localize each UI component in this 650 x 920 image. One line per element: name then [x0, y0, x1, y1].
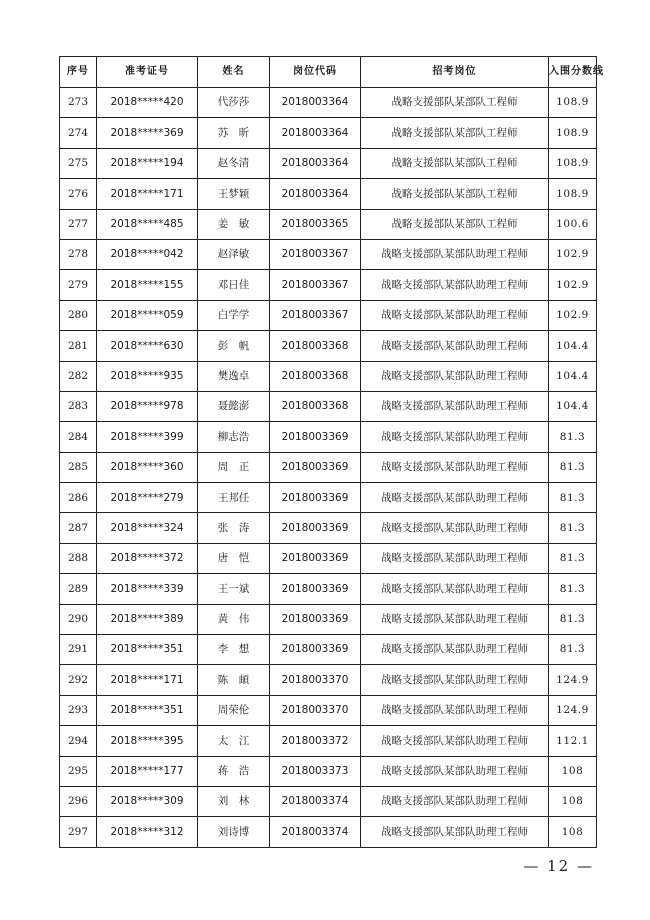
- cell-cutoff-score: 81.3: [549, 422, 597, 452]
- cell-position-code: 2018003369: [270, 574, 361, 604]
- cell-position-code: 2018003368: [270, 361, 361, 391]
- cell-position: 战略支援部队某部队工程师: [361, 179, 549, 209]
- header-position-code: 岗位代码: [270, 57, 361, 88]
- cell-name: 蒋 浩: [198, 756, 270, 786]
- cell-position: 战略支援部队某部队助理工程师: [361, 513, 549, 543]
- cell-exam-id: 2018*****171: [97, 665, 198, 695]
- cell-position: 战略支援部队某部队助理工程师: [361, 665, 549, 695]
- page-number: — 12 —: [523, 857, 594, 875]
- cell-name: 黄 伟: [198, 604, 270, 634]
- cell-position: 战略支援部队某部队助理工程师: [361, 726, 549, 756]
- cell-name: 彭 帆: [198, 331, 270, 361]
- cell-cutoff-score: 81.3: [549, 452, 597, 482]
- cell-serial-no: 292: [60, 665, 97, 695]
- candidate-table: [59, 56, 604, 848]
- cell-cutoff-score: 108.9: [549, 118, 597, 148]
- table-row: [60, 543, 597, 573]
- cell-name: 王梦颖: [198, 179, 270, 209]
- header-position: 招考岗位: [361, 57, 549, 88]
- cell-cutoff-score: 108: [549, 817, 597, 847]
- table-row: [60, 756, 597, 786]
- cell-name: 王邦任: [198, 483, 270, 513]
- cell-cutoff-score: 81.3: [549, 574, 597, 604]
- table-row: [60, 391, 597, 421]
- table-body: [60, 88, 597, 848]
- cell-cutoff-score: 108: [549, 786, 597, 816]
- cell-exam-id: 2018*****399: [97, 422, 198, 452]
- table-row: [60, 118, 597, 148]
- cell-name: 陈 頔: [198, 665, 270, 695]
- cell-exam-id: 2018*****194: [97, 148, 198, 178]
- cell-exam-id: 2018*****171: [97, 179, 198, 209]
- cell-position-code: 2018003367: [270, 270, 361, 300]
- cell-name: 唐 恺: [198, 543, 270, 573]
- cell-serial-no: 278: [60, 239, 97, 269]
- cell-position-code: 2018003370: [270, 665, 361, 695]
- cell-name: 周 正: [198, 452, 270, 482]
- cell-position: 战略支援部队某部队助理工程师: [361, 483, 549, 513]
- cell-cutoff-score: 108.9: [549, 148, 597, 178]
- cell-position: 战略支援部队某部队助理工程师: [361, 422, 549, 452]
- cell-position: 战略支援部队某部队助理工程师: [361, 543, 549, 573]
- cell-serial-no: 289: [60, 574, 97, 604]
- cell-name: 赵冬清: [198, 148, 270, 178]
- cell-cutoff-score: 108.9: [549, 179, 597, 209]
- cell-serial-no: 281: [60, 331, 97, 361]
- cell-exam-id: 2018*****279: [97, 483, 198, 513]
- table-row: [60, 817, 597, 847]
- cell-cutoff-score: 81.3: [549, 513, 597, 543]
- cell-name: 樊逸卓: [198, 361, 270, 391]
- table-row: [60, 88, 597, 118]
- cell-serial-no: 286: [60, 483, 97, 513]
- cell-exam-id: 2018*****485: [97, 209, 198, 239]
- cell-exam-id: 2018*****395: [97, 726, 198, 756]
- cell-position: 战略支援部队某部队助理工程师: [361, 331, 549, 361]
- cell-exam-id: 2018*****978: [97, 391, 198, 421]
- cell-position: 战略支援部队某部队助理工程师: [361, 300, 549, 330]
- cell-serial-no: 283: [60, 391, 97, 421]
- table-row: [60, 574, 597, 604]
- cell-position: 战略支援部队某部队助理工程师: [361, 756, 549, 786]
- cell-serial-no: 291: [60, 635, 97, 665]
- cell-exam-id: 2018*****389: [97, 604, 198, 634]
- cell-position-code: 2018003370: [270, 695, 361, 725]
- cell-serial-no: 294: [60, 726, 97, 756]
- cell-cutoff-score: 81.3: [549, 604, 597, 634]
- cell-cutoff-score: 102.9: [549, 300, 597, 330]
- cell-serial-no: 288: [60, 543, 97, 573]
- cell-position: 战略支援部队某部队助理工程师: [361, 604, 549, 634]
- cell-serial-no: 276: [60, 179, 97, 209]
- cell-name: 张 涛: [198, 513, 270, 543]
- cell-position: 战略支援部队某部队助理工程师: [361, 786, 549, 816]
- cell-serial-no: 279: [60, 270, 97, 300]
- cell-serial-no: 296: [60, 786, 97, 816]
- cell-exam-id: 2018*****324: [97, 513, 198, 543]
- cell-serial-no: 275: [60, 148, 97, 178]
- cell-position-code: 2018003369: [270, 543, 361, 573]
- cell-serial-no: 284: [60, 422, 97, 452]
- cell-name: 苏 昕: [198, 118, 270, 148]
- table-row: [60, 422, 597, 452]
- cell-cutoff-score: 104.4: [549, 391, 597, 421]
- table-row: [60, 513, 597, 543]
- cell-exam-id: 2018*****369: [97, 118, 198, 148]
- cell-position-code: 2018003364: [270, 118, 361, 148]
- table-row: [60, 483, 597, 513]
- cell-position-code: 2018003369: [270, 422, 361, 452]
- cell-serial-no: 280: [60, 300, 97, 330]
- table-row: [60, 726, 597, 756]
- cell-position: 战略支援部队某部队工程师: [361, 118, 549, 148]
- cell-position: 战略支援部队某部队助理工程师: [361, 270, 549, 300]
- cell-exam-id: 2018*****309: [97, 786, 198, 816]
- cell-cutoff-score: 81.3: [549, 483, 597, 513]
- table-row: [60, 300, 597, 330]
- cell-position-code: 2018003368: [270, 331, 361, 361]
- cell-name: 赵泽敏: [198, 239, 270, 269]
- cell-position-code: 2018003368: [270, 391, 361, 421]
- table-row: [60, 270, 597, 300]
- cell-name: 李 想: [198, 635, 270, 665]
- header-serial-no: 序号: [60, 57, 97, 88]
- cell-exam-id: 2018*****351: [97, 635, 198, 665]
- cell-position-code: 2018003364: [270, 179, 361, 209]
- cell-cutoff-score: 108.9: [549, 88, 597, 118]
- cell-position: 战略支援部队某部队助理工程师: [361, 239, 549, 269]
- table-row: [60, 331, 597, 361]
- cell-serial-no: 295: [60, 756, 97, 786]
- cell-name: 刘诗博: [198, 817, 270, 847]
- cell-exam-id: 2018*****059: [97, 300, 198, 330]
- cell-position-code: 2018003369: [270, 604, 361, 634]
- cell-position: 战略支援部队某部队工程师: [361, 148, 549, 178]
- cell-position-code: 2018003369: [270, 635, 361, 665]
- cell-name: 王一斌: [198, 574, 270, 604]
- table-header: [60, 57, 604, 88]
- cell-cutoff-score: 124.9: [549, 695, 597, 725]
- cell-serial-no: 290: [60, 604, 97, 634]
- cell-exam-id: 2018*****177: [97, 756, 198, 786]
- table-row: [60, 786, 597, 816]
- cell-position-code: 2018003367: [270, 239, 361, 269]
- cell-position: 战略支援部队某部队助理工程师: [361, 695, 549, 725]
- cell-cutoff-score: 124.9: [549, 665, 597, 695]
- header-row: [60, 57, 597, 88]
- header-cutoff-score: 入围分数线: [549, 57, 597, 88]
- cell-cutoff-score: 104.4: [549, 331, 597, 361]
- cell-name: 刘 林: [198, 786, 270, 816]
- cell-exam-id: 2018*****042: [97, 239, 198, 269]
- cell-cutoff-score: 102.9: [549, 270, 597, 300]
- table-row: [60, 361, 597, 391]
- cell-cutoff-score: 104.4: [549, 361, 597, 391]
- cell-name: 邓日佳: [198, 270, 270, 300]
- cell-exam-id: 2018*****155: [97, 270, 198, 300]
- cell-position-code: 2018003367: [270, 300, 361, 330]
- cell-serial-no: 273: [60, 88, 97, 118]
- cell-name: 太 江: [198, 726, 270, 756]
- cell-exam-id: 2018*****312: [97, 817, 198, 847]
- cell-position-code: 2018003374: [270, 786, 361, 816]
- cell-cutoff-score: 108: [549, 756, 597, 786]
- table-row: [60, 452, 597, 482]
- cell-position: 战略支援部队某部队助理工程师: [361, 574, 549, 604]
- table-row: [60, 665, 597, 695]
- cell-cutoff-score: 102.9: [549, 239, 597, 269]
- cell-name: 周荣伦: [198, 695, 270, 725]
- cell-position-code: 2018003372: [270, 726, 361, 756]
- header-exam-id: 准考证号: [97, 57, 198, 88]
- cell-name: 姜 敏: [198, 209, 270, 239]
- table-row: [60, 604, 597, 634]
- cell-position: 战略支援部队某部队助理工程师: [361, 452, 549, 482]
- cell-serial-no: 285: [60, 452, 97, 482]
- cell-exam-id: 2018*****339: [97, 574, 198, 604]
- cell-position-code: 2018003373: [270, 756, 361, 786]
- cell-position-code: 2018003369: [270, 483, 361, 513]
- cell-position-code: 2018003364: [270, 88, 361, 118]
- cell-position-code: 2018003369: [270, 452, 361, 482]
- cell-cutoff-score: 100.6: [549, 209, 597, 239]
- cell-exam-id: 2018*****630: [97, 331, 198, 361]
- cell-position-code: 2018003364: [270, 148, 361, 178]
- cell-position-code: 2018003365: [270, 209, 361, 239]
- table-row: [60, 239, 597, 269]
- cell-serial-no: 297: [60, 817, 97, 847]
- cell-position: 战略支援部队某部队助理工程师: [361, 635, 549, 665]
- cell-position: 战略支援部队某部队助理工程师: [361, 361, 549, 391]
- table-row: [60, 209, 597, 239]
- cell-name: 聂懿澎: [198, 391, 270, 421]
- cell-position-code: 2018003374: [270, 817, 361, 847]
- cell-exam-id: 2018*****935: [97, 361, 198, 391]
- cell-serial-no: 287: [60, 513, 97, 543]
- cell-name: 白学学: [198, 300, 270, 330]
- table-row: [60, 179, 597, 209]
- cell-cutoff-score: 81.3: [549, 635, 597, 665]
- cell-position: 战略支援部队某部队助理工程师: [361, 391, 549, 421]
- cell-exam-id: 2018*****351: [97, 695, 198, 725]
- cell-position-code: 2018003369: [270, 513, 361, 543]
- cell-position: 战略支援部队某部队助理工程师: [361, 817, 549, 847]
- table-row: [60, 148, 597, 178]
- cell-position: 战略支援部队某部队工程师: [361, 88, 549, 118]
- cell-cutoff-score: 112.1: [549, 726, 597, 756]
- cell-exam-id: 2018*****420: [97, 88, 198, 118]
- cell-position: 战略支援部队某部队工程师: [361, 209, 549, 239]
- cell-serial-no: 274: [60, 118, 97, 148]
- cell-exam-id: 2018*****372: [97, 543, 198, 573]
- cell-exam-id: 2018*****360: [97, 452, 198, 482]
- cell-cutoff-score: 81.3: [549, 543, 597, 573]
- cell-serial-no: 277: [60, 209, 97, 239]
- cell-name: 代莎莎: [198, 88, 270, 118]
- table-row: [60, 695, 597, 725]
- cell-serial-no: 293: [60, 695, 97, 725]
- cell-serial-no: 282: [60, 361, 97, 391]
- table-row: [60, 635, 597, 665]
- header-name: 姓名: [198, 57, 270, 88]
- cell-name: 柳志浩: [198, 422, 270, 452]
